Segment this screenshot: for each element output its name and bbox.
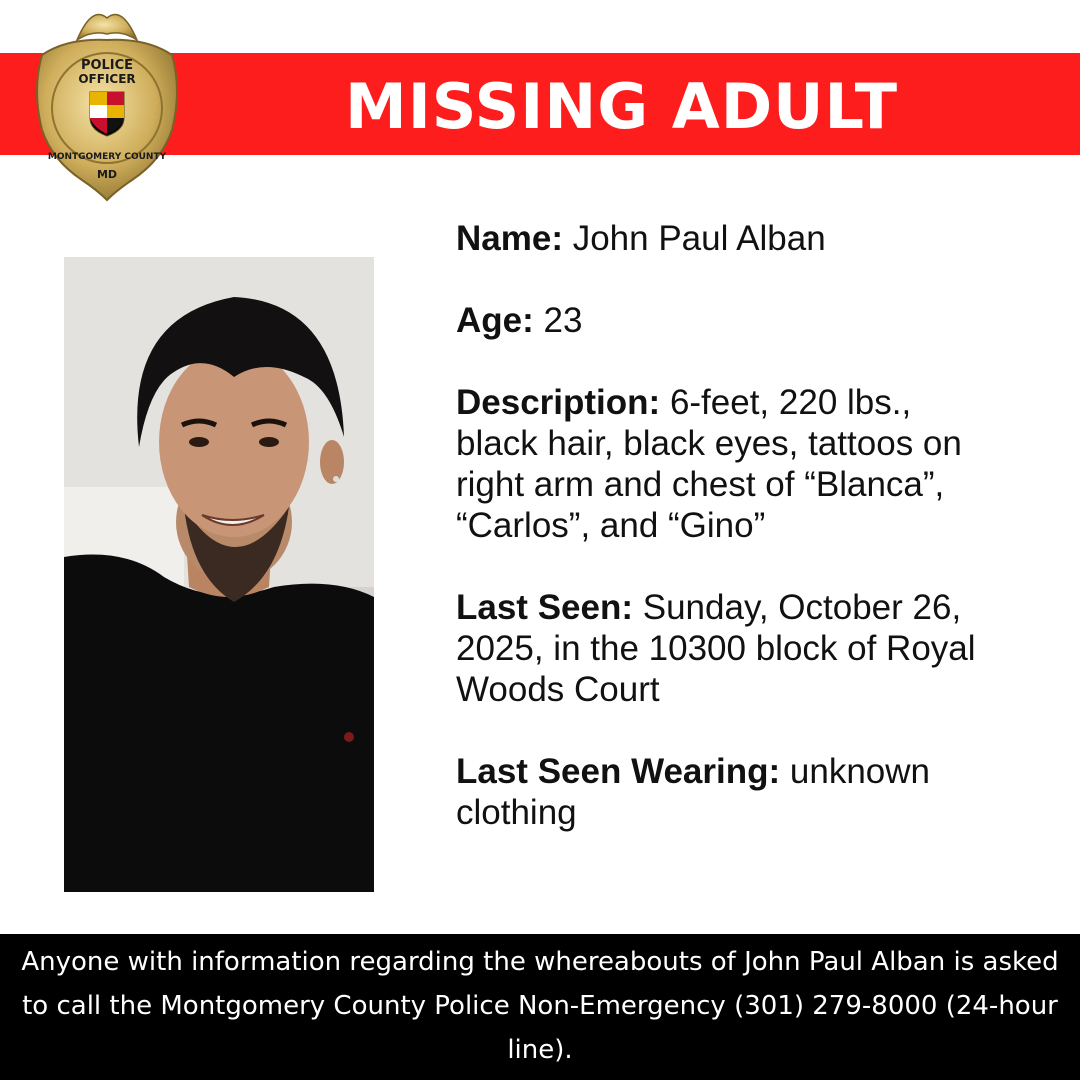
age-label: Age: [456, 301, 534, 340]
wearing-label: Last Seen Wearing: [456, 752, 781, 791]
name-field [456, 218, 1036, 259]
footer-message: Anyone with information regarding the whereabouts of John Paul Alban is asked to call the Montgomery County Police Non-Emergency (301) 279-8000 (24-hour line). [21, 947, 1059, 1065]
person-photo-icon [64, 257, 374, 892]
details-panel [456, 218, 1036, 874]
name-label: Name: [456, 219, 563, 258]
badge-text-police: POLICE [80, 58, 134, 73]
page-title: MISSING ADULT [345, 70, 899, 143]
badge-text-officer: OFFICER [78, 72, 136, 86]
description-field [456, 382, 1001, 546]
last-seen-value: Sunday, October 26, 2025, in the 10300 block of Royal Woods Court [456, 588, 976, 709]
description-label: Description: [456, 383, 661, 422]
wearing-field [456, 751, 1016, 833]
name-value: John Paul Alban [572, 219, 826, 258]
description-value: 6-feet, 220 lbs., black hair, black eyes, tattoos on right arm and chest of “Blanca”, “Carlos”, and “Gino” [456, 383, 962, 545]
wearing-value: unknown clothing [456, 752, 931, 832]
badge-text-md: MD [96, 168, 118, 181]
last-seen-field [456, 587, 1016, 710]
last-seen-label: Last Seen: [456, 588, 633, 627]
age-value: 23 [543, 301, 583, 340]
age-field [456, 300, 1036, 341]
badge-text-county: MONTGOMERY COUNTY [47, 152, 167, 162]
